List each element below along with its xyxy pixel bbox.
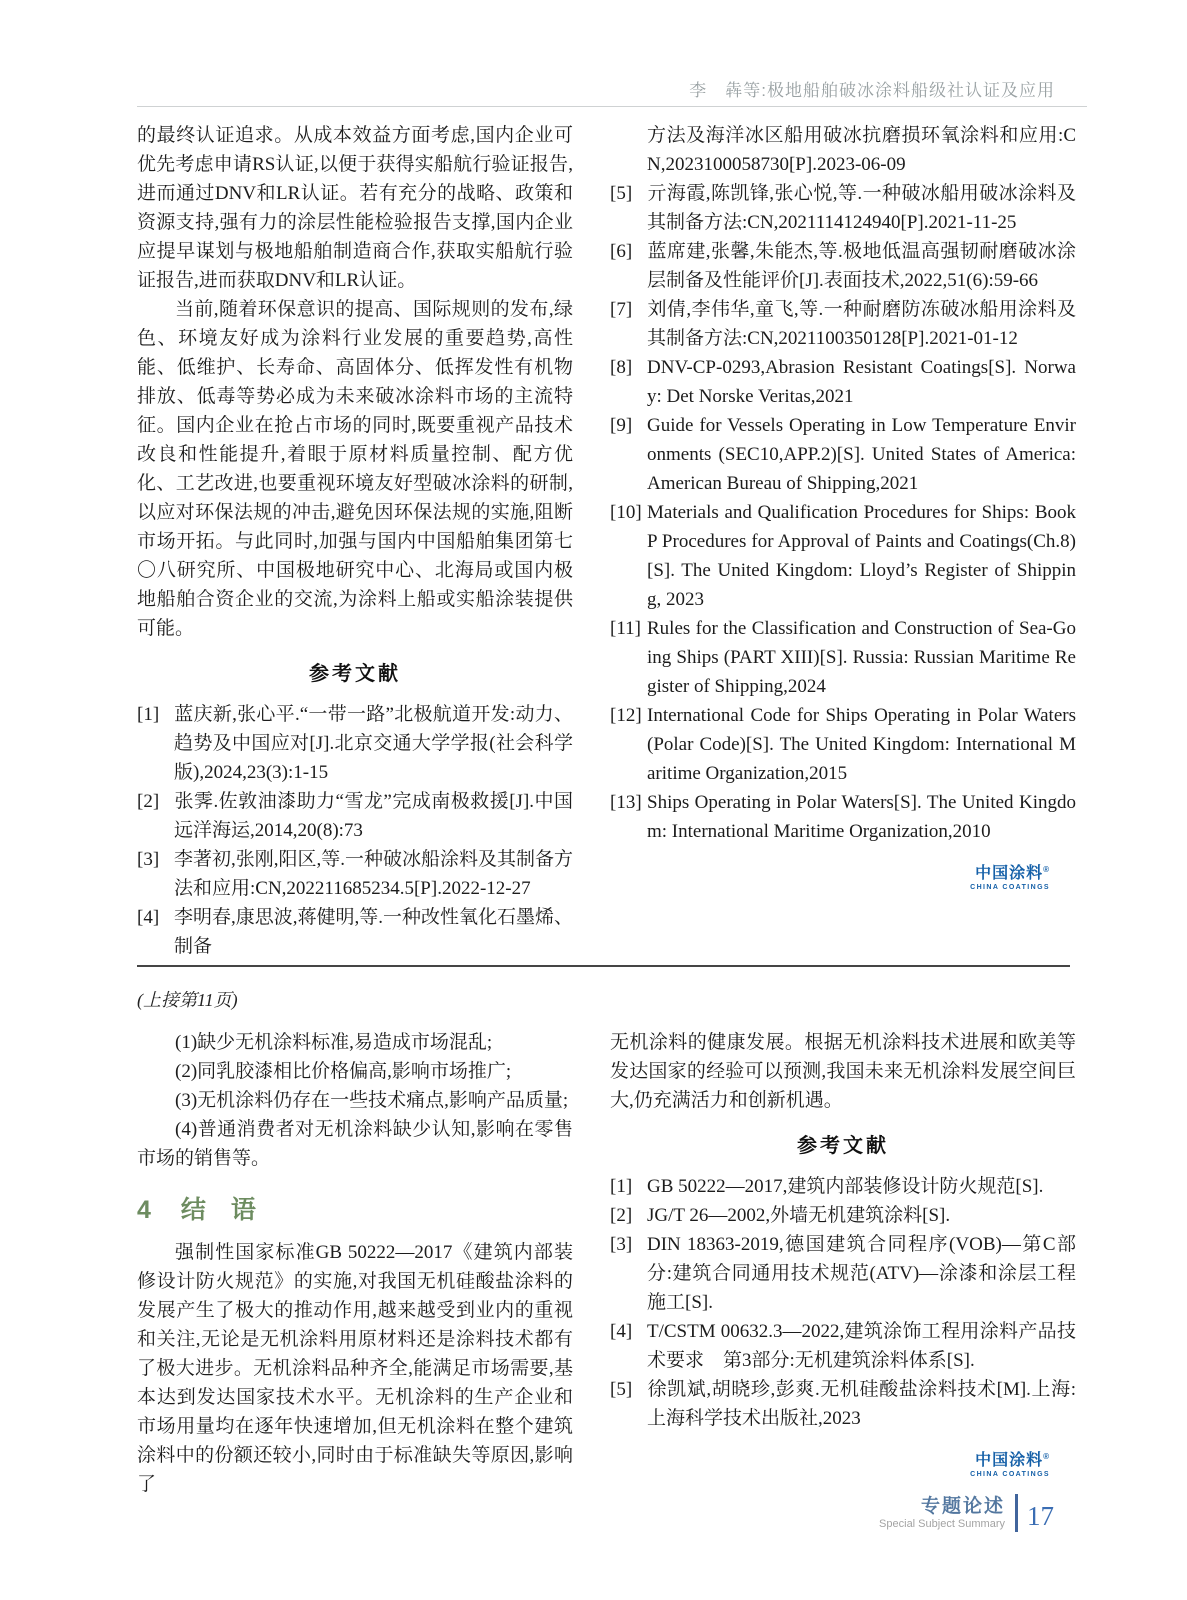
reference-text: DNV-CP-0293,Abrasion Resistant Coatings[S]. Norway: Det Norske Veritas,2021: [647, 357, 1076, 407]
reference-item: [137, 787, 573, 845]
paragraph: 无机涂料的健康发展。根据无机涂料技术进展和欧美等发达国家的经验可以预测,我国未来无机涂料发展空间巨大,仍充满活力和创新机遇。: [610, 1032, 1076, 1111]
reference-continuation: [610, 121, 1076, 179]
reference-number: [4]: [610, 1321, 633, 1342]
reference-item: [610, 1172, 1076, 1201]
reference-text: Materials and Qualification Procedures for Ships: Book P Procedures for Approval of Paints and Coatings(Ch.8)[S]. The United Kingdom: Lloyd’s Register of Shipping, 2023: [647, 502, 1076, 610]
reference-number: [10]: [610, 502, 642, 523]
reference-text: 李著初,张刚,阳区,等.一种破冰船涂料及其制备方法和应用:CN,202211685234.5[P].2022-12-27: [174, 849, 574, 899]
paragraph: 当前,随着环保意识的提高、国际规则的发布,绿色、环境友好成为涂料行业发展的重要趋势,高性能、低维护、长寿命、高固体分、低挥发性有机物排放、低毒等势必成为未来破冰涂料市场的主流特征。国内企业在抢占市场的同时,既要重视产品技术改良和性能提升,着眼于原材料质量控制、配方优化、工艺改进,也要重视环境友好型破冰涂料的研制,以应对环保法规的冲击,避免因环保法规的实施,阻断市场开拓。与此同时,加强与国内中国船舶集团第七〇八研究所、中国极地研究中心、北海局或国内极地船舶合资企业的交流,为涂料上船或实船涂装提供可能。: [137, 299, 573, 639]
reference-number: [13]: [610, 792, 642, 813]
reference-text: GB 50222—2017,建筑内部装修设计防火规范[S].: [647, 1176, 1044, 1197]
reference-number: [2]: [610, 1205, 633, 1226]
reference-item: [610, 1375, 1076, 1433]
reference-item: [610, 295, 1076, 353]
logo-chinese-text: [610, 1453, 1050, 1469]
reference-item: [610, 498, 1076, 614]
reference-text: JG/T 26—2002,外墙无机建筑涂料[S].: [647, 1205, 951, 1226]
reference-text: 蓝席建,张馨,朱能杰,等.极地低温高强韧耐磨破冰涂层制备及性能评价[J].表面技术,2022,51(6):59-66: [647, 241, 1076, 291]
section-title: 结 语: [180, 1196, 256, 1224]
logo-registered-mark: ®: [1043, 1452, 1050, 1461]
reference-number: [8]: [610, 357, 633, 378]
reference-text: 亓海霞,陈凯锋,张心悦,等.一种破冰船用破冰涂料及其制备方法:CN,2021114124940[P].2021-11-25: [647, 183, 1076, 233]
page-footer: [879, 1494, 1054, 1532]
reference-number: [9]: [610, 415, 633, 436]
reference-number: [4]: [137, 907, 160, 928]
article2-right-column: [610, 1028, 1076, 1478]
reference-item: [610, 1317, 1076, 1375]
section-number: 4: [137, 1196, 151, 1224]
reference-item: [610, 237, 1076, 295]
running-header: 李 犇等:极地船舶破冰涂料船级社认证及应用: [689, 81, 1055, 100]
reference-text: 蓝庆新,张心平.“一带一路”北极航道开发:动力、趋势及中国应对[J].北京交通大学学报(社会科学版),2024,23(3):1-15: [174, 704, 573, 783]
reference-number: [1]: [137, 704, 160, 725]
logo-cn-label: 中国涂料: [975, 1452, 1044, 1469]
reference-text: 李明春,康思波,蒋健明,等.一种改性氧化石墨烯、制备: [174, 907, 574, 957]
reference-text: 刘倩,李伟华,童飞,等.一种耐磨防冻破冰船用涂料及其制备方法:CN,2021100350128[P].2021-01-12: [647, 299, 1076, 349]
reference-number: [2]: [137, 791, 160, 812]
list-item: (3)无机涂料仍存在一些技术痛点,影响产品质量;: [175, 1090, 569, 1111]
reference-item: [137, 903, 573, 961]
reference-item: [610, 788, 1076, 846]
references-heading: 参考文献: [309, 663, 401, 685]
article2-left-column: [137, 1028, 573, 1499]
continued-from-note: (上接第11页): [137, 990, 238, 1010]
reference-number: [1]: [610, 1176, 633, 1197]
reference-item: [137, 700, 573, 787]
reference-item: [610, 701, 1076, 788]
references-heading: 参考文献: [797, 1135, 889, 1157]
footer-section-title-cn: 专题论述: [920, 1495, 1005, 1517]
article1-right-column: [610, 121, 1076, 891]
reference-number: [7]: [610, 299, 633, 320]
china-coatings-logo: [610, 866, 1076, 891]
logo-cn-label: 中国涂料: [975, 865, 1044, 882]
reference-text: International Code for Ships Operating in Polar Waters (Polar Code)[S]. The United Kingdom: International Maritime Organization,2015: [647, 705, 1076, 784]
reference-item: [610, 179, 1076, 237]
footer-section-title-en: Special Subject Summary: [879, 1518, 1005, 1531]
article1-left-column: [137, 121, 573, 961]
reference-number: [6]: [610, 241, 633, 262]
reference-text: Rules for the Classification and Construction of Sea-Going Ships (PART XIII)[S]. Russia: Russian Maritime Register of Shipping,2024: [647, 618, 1076, 697]
paragraph: 的最终认证追求。从成本效益方面考虑,国内企业可优先考虑申请RS认证,以便于获得实船航行验证报告,进而通过DNV和LR认证。若有充分的战略、政策和资源支持,强有力的涂层性能检验报告支撑,国内企业应提早谋划与极地船舶制造商合作,获取实船航行验证报告,进而获取DNV和LR认证。: [137, 125, 573, 291]
reference-item: [610, 411, 1076, 498]
logo-registered-mark: ®: [1043, 865, 1050, 874]
reference-number: [11]: [610, 618, 641, 639]
reference-text: DIN 18363-2019,德国建筑合同程序(VOB)—第C部分:建筑合同通用技术规范(ATV)—涂漆和涂层工程施工[S].: [647, 1234, 1076, 1313]
reference-text: 徐凯斌,胡晓珍,彭爽.无机硅酸盐涂料技术[M].上海:上海科学技术出版社,2023: [647, 1379, 1076, 1429]
logo-chinese-text: [610, 866, 1050, 882]
reference-text: 张霁.佐敦油漆助力“雪龙”完成南极救援[J].中国远洋海运,2014,20(8):73: [174, 791, 573, 841]
footer-divider-bar: [1015, 1494, 1018, 1532]
page-number: 17: [1027, 1500, 1054, 1531]
reference-item: [610, 614, 1076, 701]
china-coatings-logo: [610, 1453, 1076, 1478]
section-heading: [137, 1195, 573, 1225]
logo-english-text: CHINA COATINGS: [970, 1471, 1050, 1478]
reference-number: [3]: [610, 1234, 633, 1255]
list-item: (1)缺少无机涂料标准,易造成市场混乱;: [175, 1032, 493, 1053]
reference-text: Ships Operating in Polar Waters[S]. The United Kingdom: International Maritime Organization,2010: [647, 792, 1076, 842]
footer-section-labels: [879, 1495, 1005, 1532]
reference-item: [610, 1230, 1076, 1317]
logo-english-text: CHINA COATINGS: [970, 884, 1050, 891]
reference-text: Guide for Vessels Operating in Low Temperature Environments (SEC10,APP.2)[S]. United States of America: American Bureau of Shipping,2021: [647, 415, 1076, 494]
reference-number: [3]: [137, 849, 160, 870]
reference-text: T/CSTM 00632.3—2022,建筑涂饰工程用涂料产品技术要求 第3部分:无机建筑涂料体系[S].: [647, 1321, 1076, 1371]
list-item: (2)同乳胶漆相比价格偏高,影响市场推广;: [175, 1061, 512, 1082]
reference-number: [5]: [610, 183, 633, 204]
reference-item: [610, 353, 1076, 411]
reference-text: 方法及海洋冰区船用破冰抗磨损环氧涂料和应用:CN,2023100058730[P].2023-06-09: [647, 125, 1076, 175]
list-item: (4)普通消费者对无机涂料缺少认知,影响在零售市场的销售等。: [137, 1119, 573, 1169]
reference-item: [610, 1201, 1076, 1230]
paragraph: 强制性国家标准GB 50222—2017《建筑内部装修设计防火规范》的实施,对我国无机硅酸盐涂料的发展产生了极大的推动作用,越来越受到业内的重视和关注,无论是无机涂料用原材料还是涂料技术都有了极大进步。无机涂料品种齐全,能满足市场需要,基本达到发达国家技术水平。无机涂料的生产企业和市场用量均在逐年快速增加,但无机涂料在整个建筑涂料中的份额还较小,同时由于标准缺失等原因,影响了: [137, 1242, 573, 1495]
header-rule: [137, 106, 1087, 107]
reference-item: [137, 845, 573, 903]
reference-number: [5]: [610, 1379, 633, 1400]
article-divider: [137, 965, 1070, 967]
reference-number: [12]: [610, 705, 642, 726]
